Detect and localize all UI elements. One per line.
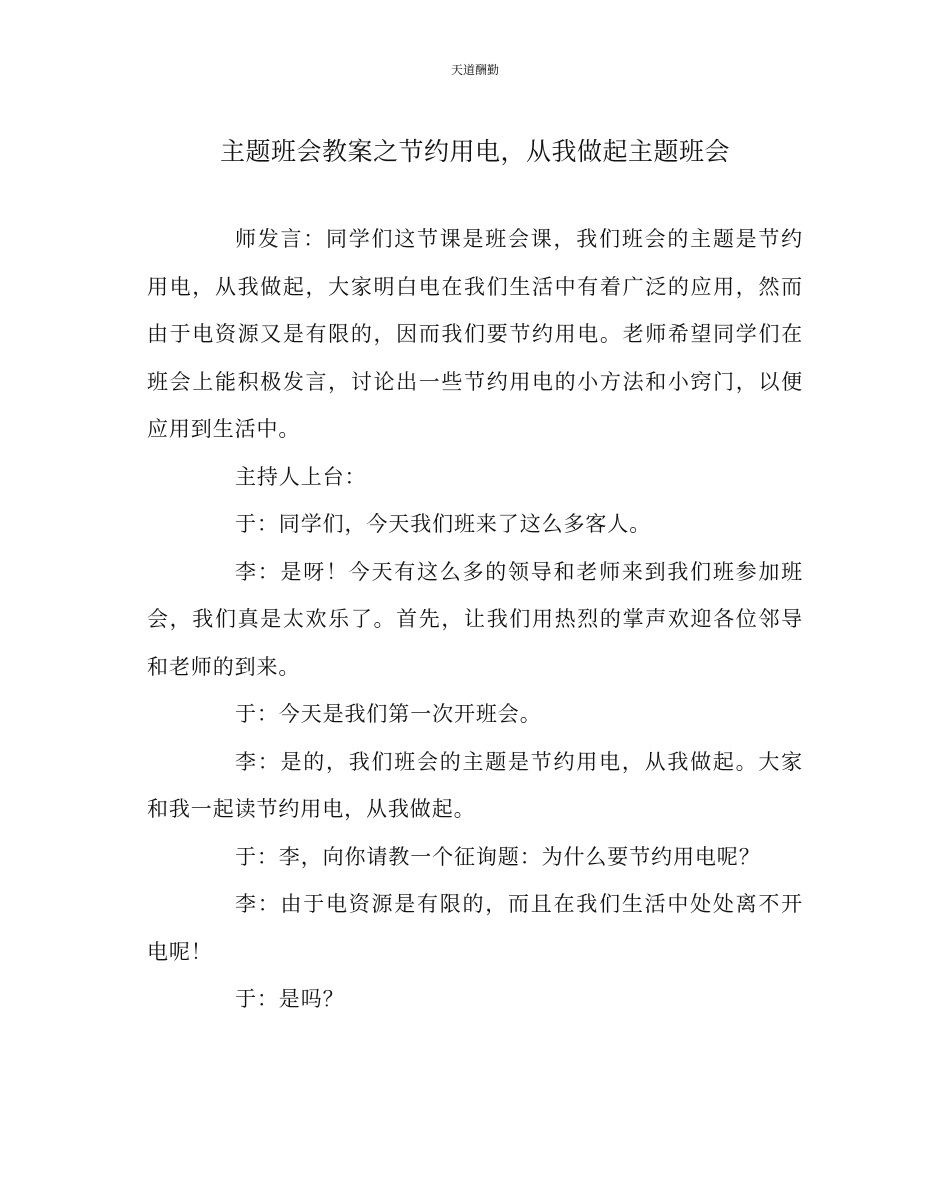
paragraph-dialogue: 于：李，向你请教一个征询题：为什么要节约用电呢？ [235, 844, 761, 869]
paragraph-dialogue: 李：是的，我们班会的主题是节约用电，从我做起。大家和我一起读节约用电，从我做起。 [147, 749, 803, 821]
paragraph-dialogue: 于：今天是我们第一次开班会。 [235, 702, 542, 726]
paragraph-dialogue: 于：同学们，今天我们班来了这么多客人。 [235, 512, 652, 536]
paragraph-dialogue: 李：是呀！今天有这么多的领导和老师来到我们班参加班会，我们真是太欢乐了。首先，让我们用热烈的掌声欢迎各位邻导和老师的到来。 [147, 559, 803, 679]
paragraph-host-intro: 主持人上台： [235, 464, 367, 489]
paragraph-teacher-speech: 师发言：同学们这节课是班会课，我们班会的主题是节约用电，从我做起，大家明白电在我们生活中有着广泛的应用，然而由于电资源又是有限的，因而我们要节约用电。老师希望同学们在班会上能积极发言，讨论出一些节约用电的小方法和小窍门，以便应用到生活中。 [147, 227, 803, 441]
page-header: 天道酬勤 [450, 63, 499, 77]
paragraph-dialogue: 李：由于电资源是有限的，而且在我们生活中处处离不开电呢！ [147, 892, 803, 964]
paragraph-dialogue: 于：是吗？ [235, 987, 345, 1011]
document-body [147, 216, 803, 1024]
document-title: 主题班会教案之节约用电，从我做起主题班会 [219, 137, 730, 166]
